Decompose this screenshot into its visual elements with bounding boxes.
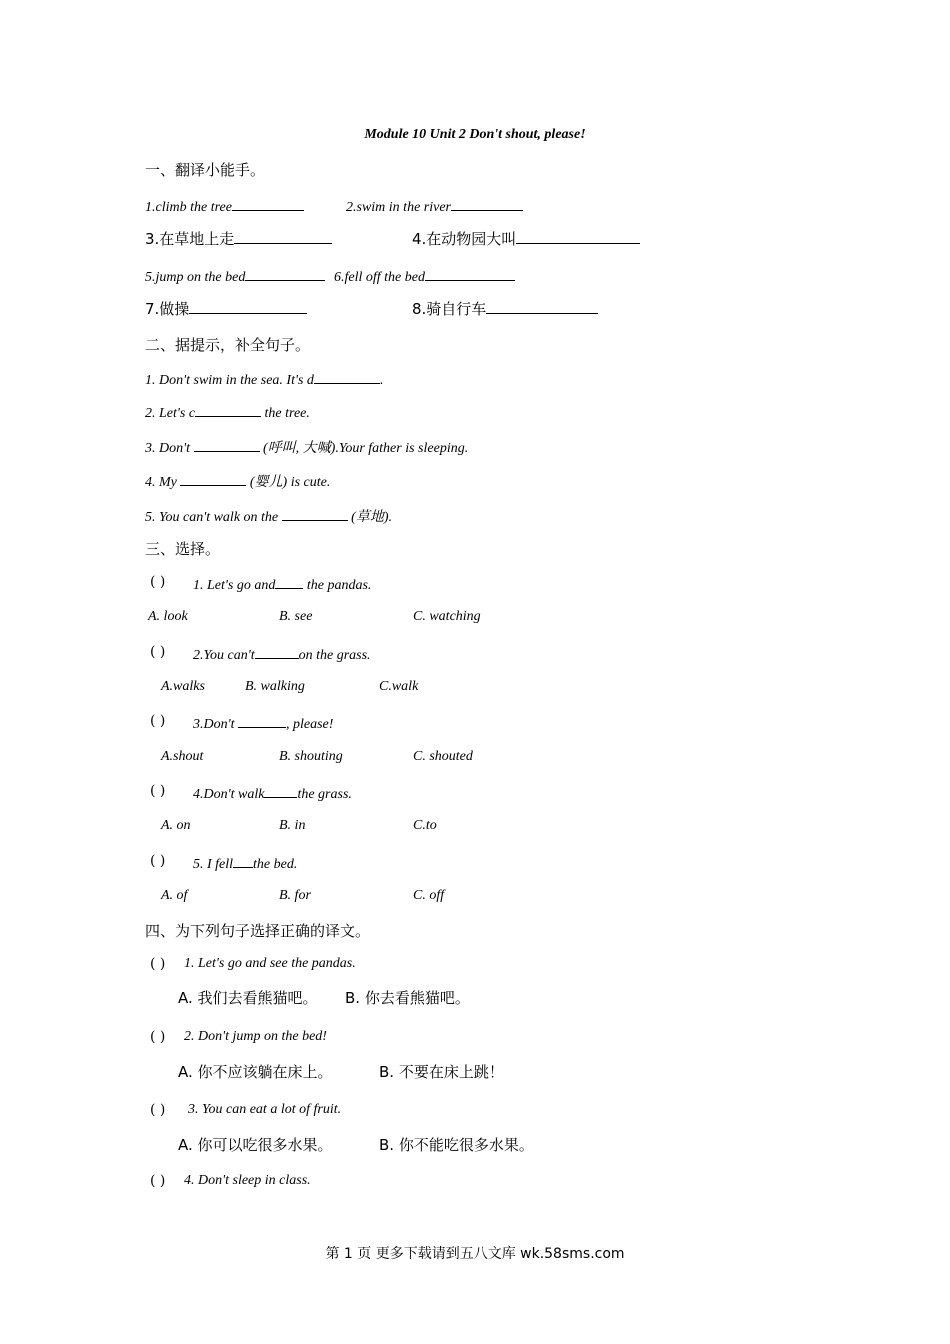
s2-item-2: 2. Let's c the tree. [145,403,310,421]
s3-q4-option-b: B. in [279,818,306,833]
page-footer: 第 1 页 更多下载请到五八文库 wk.58sms.com [325,1246,625,1262]
s3-q5-paren: ( ) [150,853,166,869]
s4-q1-option-b: B. 你去看熊猫吧。 [345,989,470,1007]
section2-heading: 二、据提示，补全句子。 [145,336,311,354]
s3-q2-option-b: B. walking [245,679,305,694]
s3-q4-text: 4.Don't walk the grass. [193,784,352,802]
s3-q1-option-a: A. look [148,609,188,624]
s1-item-1: 1.climb the tree [145,197,304,215]
s3-q3-text: 3.Don't , please! [193,714,333,732]
s3-q1-text: 1. Let's go and the pandas. [193,575,371,593]
s4-q3-text: 3. You can eat a lot of fruit. [188,1102,342,1117]
s3-q2-option-c: C.walk [379,679,419,694]
s3-q4-option-c: C.to [413,818,437,833]
s4-q2-option-b: B. 不要在床上跳！ [379,1063,504,1081]
s4-q4-paren: ( ) [150,1173,166,1189]
s3-q3-option-b: B. shouting [279,749,343,764]
s3-q4-paren: ( ) [150,783,166,799]
section1-heading: 一、翻译小能手。 [145,161,266,179]
s3-q4-option-a: A. on [161,818,191,833]
s4-q3-option-a: A. 你可以吃很多水果。 [178,1136,333,1154]
s3-q3-option-c: C. shouted [413,749,473,764]
s3-q5-option-a: A. of [161,888,188,903]
s2-item-1: 1. Don't swim in the sea. It's d . [145,370,383,388]
s2-item-3: 3. Don't (呼叫, 大喊).Your father is sleeping. [145,438,468,456]
s3-q1-option-c: C. watching [413,609,481,624]
s4-q1-paren: ( ) [150,956,166,972]
s4-q2-text: 2. Don't jump on the bed! [184,1029,327,1044]
s1-item-5: 5.jump on the bed [145,267,325,285]
s2-item-4: 4. My (婴儿) is cute. [145,472,330,490]
s3-q3-option-a: A.shout [161,749,204,764]
s2-item-5: 5. You can't walk on the (草地). [145,507,392,525]
s1-item-7: 7.做操 [145,300,307,317]
s1-item-6: 6.fell off the bed [334,267,515,285]
s4-q4-text: 4. Don't sleep in class. [184,1173,311,1188]
s3-q2-text: 2.You can't on the grass. [193,645,371,663]
s4-q1-option-a: A. 我们去看熊猫吧。 [178,989,318,1007]
s3-q1-paren: ( ) [150,574,166,590]
s3-q3-paren: ( ) [150,713,166,729]
s1-item-8: 8.骑自行车 [412,300,598,317]
s4-q2-option-a: A. 你不应该躺在床上。 [178,1063,333,1081]
s4-q2-paren: ( ) [150,1029,166,1045]
s1-item-3: 3.在草地上走 [145,230,332,247]
s4-q1-text: 1. Let's go and see the pandas. [184,956,356,971]
s3-q1-option-b: B. see [279,609,313,624]
s3-q5-option-b: B. for [279,888,311,903]
s1-item-2: 2.swim in the river [346,197,523,215]
s3-q2-paren: ( ) [150,644,166,660]
s4-q3-option-b: B. 你不能吃很多水果。 [379,1136,534,1154]
s3-q5-text: 5. I fell the bed. [193,854,297,872]
section3-heading: 三、选择。 [145,540,221,558]
s4-q3-paren: ( ) [150,1102,166,1118]
s1-item-4: 4.在动物园大叫 [412,230,640,247]
s3-q5-option-c: C. off [413,888,445,903]
page-title: Module 10 Unit 2 Don't shout, please! [364,127,586,142]
section4-heading: 四、为下列句子选择正确的译文。 [145,922,371,940]
s3-q2-option-a: A.walks [161,679,205,694]
